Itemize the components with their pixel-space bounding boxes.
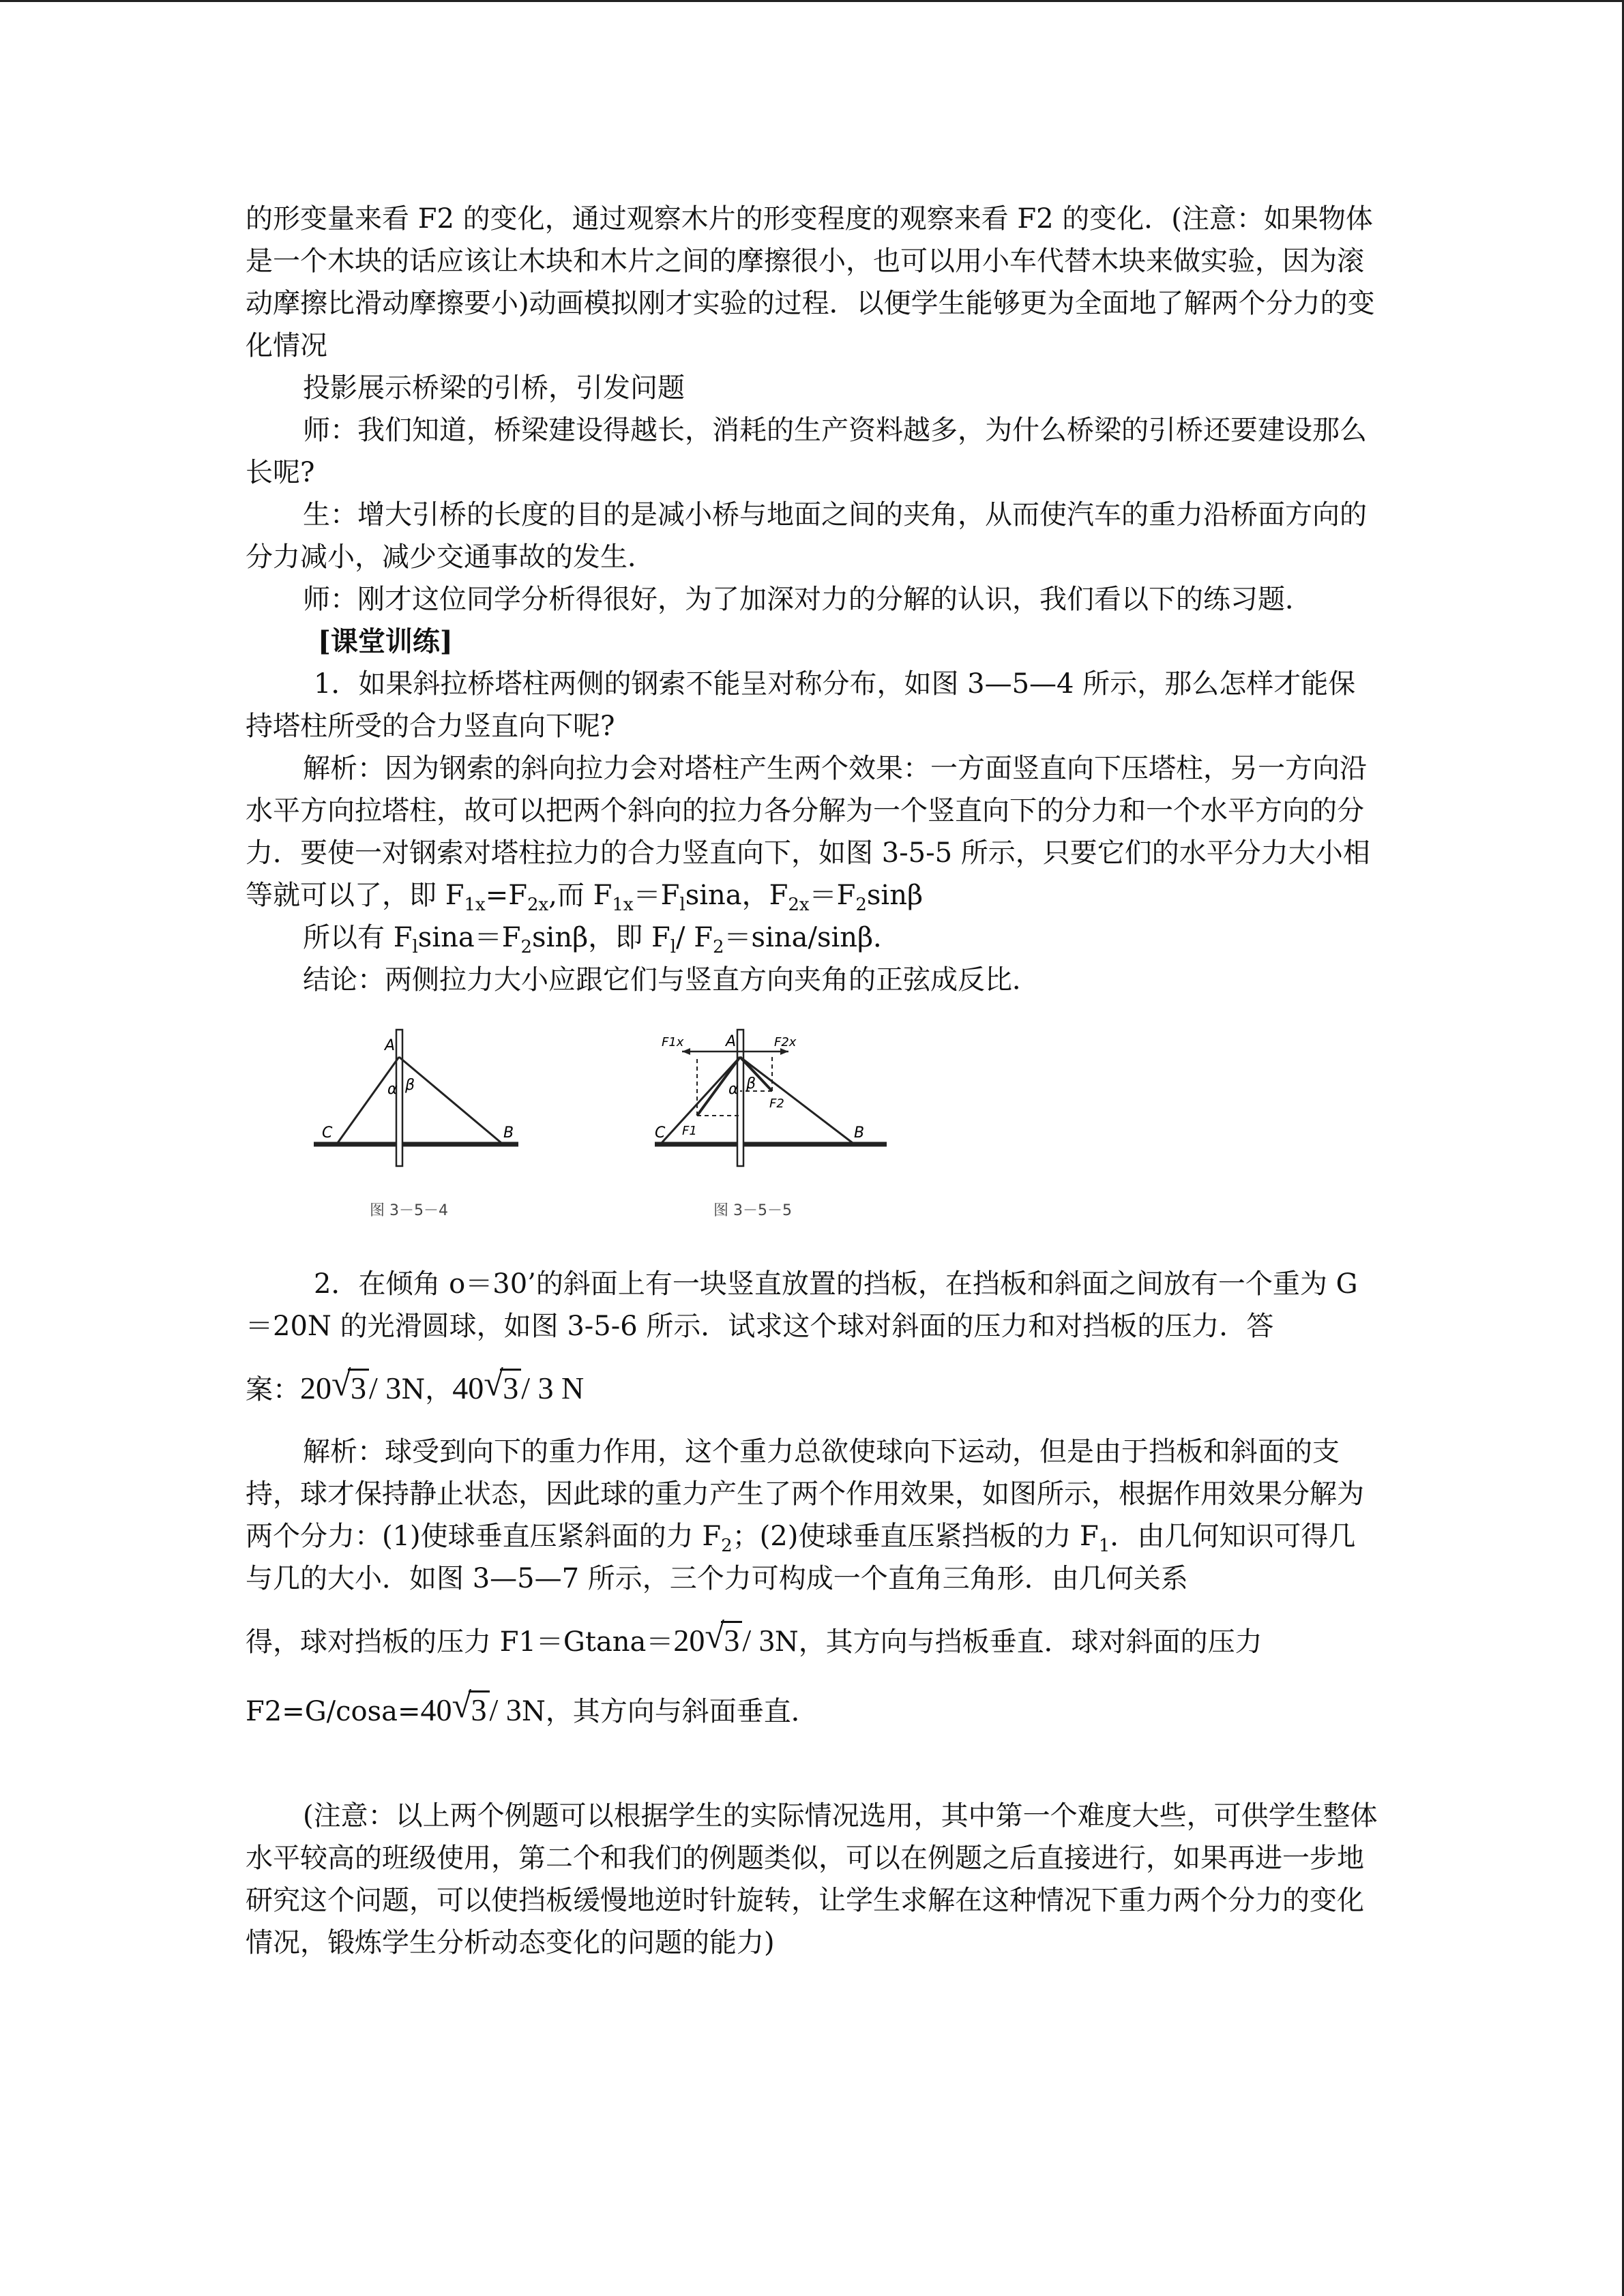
label-F1: F1 [682, 1124, 697, 1138]
label-C: C [322, 1124, 333, 1142]
figure-3-5-4-diagram [314, 1023, 518, 1241]
page-border-top [0, 0, 1624, 2]
label-A: A [385, 1037, 396, 1054]
document-body [246, 198, 1378, 1964]
figure-3-5-5 [655, 1023, 887, 1253]
paragraph-teacher-comment: 师：刚才这位同学分析得很好，为了加深对力的分解的认识，我们看以下的练习题． [303, 584, 1312, 615]
paragraph-projection: 投影展示桥梁的引桥，引发问题 [303, 372, 685, 404]
label-A: A [726, 1033, 737, 1050]
answer-1-conclusion: 结论：两侧拉力大小应跟它们与竖直方向夹角的正弦成反比． [303, 964, 1039, 996]
answer-2-f2: F2=G/cosa=40√ 3/ 3N，其方向与斜面垂直． [246, 1683, 1378, 1739]
label-B: B [854, 1124, 865, 1142]
figure-row [246, 1023, 1378, 1248]
question-2: 2．在倾角 o＝30’的斜面上有一块竖直放置的挡板，在挡板和斜面之间放有一个重为 G＝20N 的光滑圆球，如图 3-5-6 所示．试求这个球对斜面的压力和对挡板的压力．答 [246, 1268, 1358, 1342]
label-alpha: α [387, 1081, 398, 1098]
figure-3-5-4 [314, 1023, 518, 1253]
answer-value-1: 20√ 3/ 3 [300, 1371, 401, 1405]
paragraph-teacher-question: 师：我们知道，桥梁建设得越长，消耗的生产资料越多，为什么桥梁的引桥还要建设那么长呢? [246, 415, 1367, 488]
paragraph-intro: 的形变量来看 F2 的变化，通过观察木片的形变程度的观察来看 F2 的变化．(注意：如果物体是一个木块的话应该让木块和木片之间的摩擦很小，也可以用小车代替木块来做实验，因为滚动摩擦比滑动摩擦要小)动画模拟刚才实验的过程．以便学生能够更为全面地了解两个分力的变化情况 [246, 203, 1375, 361]
question-2-answer: 案：20√ 3/ 3N，40√ 3/ 3 N [246, 1361, 1378, 1417]
question-1: 1．如果斜拉桥塔柱两侧的钢索不能呈对称分布，如图 3—5—4 所示，那么怎样才能保持塔柱所受的合力竖直向下呢? [246, 668, 1356, 742]
section-title: [课堂训练] [318, 625, 453, 657]
answer-1-analysis: 解析：因为钢索的斜向拉力会对塔柱产生两个效果：一方面竖直向下压塔柱，另一方向沿水平方向拉塔柱，故可以把两个斜向的拉力各分解为一个竖直向下的分力和一个水平方向的分力．要使一对钢索对塔柱拉力的合力竖直向下，如图 3-5-5 所示，只要它们的水平分力大小相等就可以了，即 $F_{1x}=F_{2x}$,而 $F_{1x}=F_l\sin a$，$F_{2x}=F_2\sin\beta$ [246, 753, 1370, 915]
f1-value: 20√ 3/ 3 [673, 1623, 774, 1658]
figure-3-5-4-caption: 图 3－5－4 [370, 1202, 448, 1219]
label-C: C [655, 1124, 666, 1142]
f2-value: 40√ 3/ 3 [421, 1693, 522, 1727]
figure-3-5-5-caption: 图 3－5－5 [713, 1202, 792, 1219]
label-F2x: F2x [774, 1035, 797, 1049]
answer-value-2: 40√ 3/ 3 N [452, 1371, 584, 1405]
label-alpha: α [728, 1081, 739, 1098]
paragraph-note: (注意：以上两个例题可以根据学生的实际情况选用，其中第一个难度大些，可供学生整体水平较高的班级使用，第二个和我们的例题类似，可以在例题之后直接进行，如果再进一步地研究这个问题，可以使挡板缓慢地逆时针旋转，让学生求解在这种情况下重力两个分力的变化情况，锻炼学生分析动态变化的问题的能力) [246, 1800, 1378, 1958]
answer-2-analysis: 解析：球受到向下的重力作用，这个重力总欲使球向下运动，但是由于挡板和斜面的支持，球才保持静止状态，因此球的重力产生了两个作用效果，如图所示，根据作用效果分解为两个分力：(1)使球垂直压紧斜面的力 $F_2$；(2)使球垂直压紧挡板的力 $F_1$．由几何知识可得几与几的大小．如图 3—5—7 所示，三个力可构成一个直角三角形．由几何关系 [246, 1436, 1364, 1594]
figure-3-5-5-diagram [655, 1023, 887, 1241]
answer-1-equation: 所以有 $F_l\sin a=F_2\sin\beta$，即 $F_l/$ $F_2=\sin a$/sinβ． [303, 922, 901, 957]
label-F2: F2 [769, 1097, 784, 1111]
spacer [246, 1753, 1378, 1795]
label-B: B [503, 1124, 514, 1142]
label-beta: β [746, 1075, 756, 1092]
paragraph-student-answer: 生：增大引桥的长度的目的是减小桥与地面之间的夹角，从而使汽车的重力沿桥面方向的分力减小，减少交通事故的发生． [246, 499, 1367, 573]
answer-2-f1: 得，球对挡板的压力 F1＝Gtana＝20√ 3/ 3N，其方向与挡板垂直．球对斜面的压力 [246, 1613, 1378, 1669]
label-F1x: F1x [662, 1035, 684, 1049]
label-beta: β [405, 1077, 415, 1094]
